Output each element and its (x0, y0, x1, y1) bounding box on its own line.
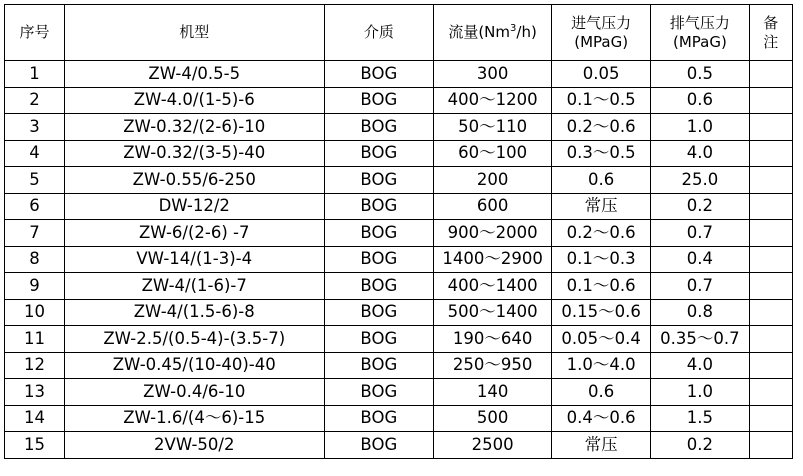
cell-flow: 300 (434, 61, 552, 88)
cell-remark (749, 273, 792, 300)
cell-inlet-pressure: 0.1～0.6 (552, 273, 651, 300)
cell-inlet-pressure: 0.1～0.3 (552, 246, 651, 273)
table-row (5, 140, 793, 167)
header-flow-unit: /h) (516, 23, 537, 41)
cell-medium: BOG (324, 220, 434, 247)
cell-no: 2 (5, 87, 65, 114)
header-inlet-unit: (MPaG) (574, 32, 629, 51)
cell-inlet-pressure: 常压 (552, 193, 651, 220)
cell-outlet-pressure: 0.2 (651, 432, 749, 459)
header-remark (749, 5, 792, 61)
header-outlet-unit: (MPaG) (672, 32, 727, 51)
cell-outlet-pressure: 25.0 (651, 167, 749, 194)
cell-flow: 60～100 (434, 140, 552, 167)
cell-inlet-pressure: 0.1～0.5 (552, 87, 651, 114)
header-remark-char1: 备 (763, 13, 779, 32)
cell-outlet-pressure: 1.0 (651, 114, 749, 141)
cell-outlet-pressure: 1.0 (651, 379, 749, 406)
cell-inlet-pressure: 0.05～0.4 (552, 326, 651, 353)
cell-flow: 500 (434, 405, 552, 432)
header-remark-char2: 注 (763, 32, 779, 51)
cell-medium: BOG (324, 114, 434, 141)
table-row (5, 273, 793, 300)
cell-flow: 900～2000 (434, 220, 552, 247)
cell-outlet-pressure: 0.8 (651, 299, 749, 326)
cell-no: 11 (5, 326, 65, 353)
table-row (5, 167, 793, 194)
cell-model: ZW-4/0.5-5 (64, 61, 324, 88)
cell-no: 5 (5, 167, 65, 194)
cell-model: ZW-0.45/(10-40)-40 (64, 352, 324, 379)
cell-flow: 50～110 (434, 114, 552, 141)
cell-inlet-pressure: 0.4～0.6 (552, 405, 651, 432)
cell-medium: BOG (324, 61, 434, 88)
cell-remark (749, 220, 792, 247)
cell-remark (749, 114, 792, 141)
cell-inlet-pressure: 0.15～0.6 (552, 299, 651, 326)
cell-flow: 600 (434, 193, 552, 220)
cell-outlet-pressure: 4.0 (651, 140, 749, 167)
cell-outlet-pressure: 1.5 (651, 405, 749, 432)
header-model: 机型 (64, 5, 324, 61)
cell-inlet-pressure: 0.2～0.6 (552, 220, 651, 247)
table-row (5, 193, 793, 220)
header-inlet-label: 进气压力 (571, 13, 632, 32)
cell-outlet-pressure: 0.5 (651, 61, 749, 88)
cell-medium: BOG (324, 432, 434, 459)
table-row (5, 326, 793, 353)
cell-medium: BOG (324, 193, 434, 220)
cell-remark (749, 87, 792, 114)
cell-remark (749, 352, 792, 379)
cell-no: 1 (5, 61, 65, 88)
cell-no: 8 (5, 246, 65, 273)
cell-inlet-pressure: 常压 (552, 432, 651, 459)
header-medium: 介质 (324, 5, 434, 61)
cell-medium: BOG (324, 87, 434, 114)
cell-model: ZW-1.6/(4～6)-15 (64, 405, 324, 432)
cell-outlet-pressure: 0.35～0.7 (651, 326, 749, 353)
cell-remark (749, 299, 792, 326)
cell-remark (749, 140, 792, 167)
cell-remark (749, 167, 792, 194)
cell-flow: 400～1200 (434, 87, 552, 114)
cell-medium: BOG (324, 246, 434, 273)
cell-flow: 200 (434, 167, 552, 194)
cell-model: ZW-6/(2-6) -7 (64, 220, 324, 247)
cell-model: ZW-0.32/(3-5)-40 (64, 140, 324, 167)
cell-inlet-pressure: 0.6 (552, 379, 651, 406)
table-row (5, 114, 793, 141)
cell-medium: BOG (324, 167, 434, 194)
header-flow-superscript: 3 (510, 23, 517, 34)
cell-medium: BOG (324, 273, 434, 300)
cell-outlet-pressure: 0.7 (651, 220, 749, 247)
cell-model: 2VW-50/2 (64, 432, 324, 459)
cell-inlet-pressure: 0.2～0.6 (552, 114, 651, 141)
cell-flow: 190～640 (434, 326, 552, 353)
header-flow-text: 流量(Nm (448, 23, 511, 41)
header-outlet-pressure (651, 5, 749, 61)
cell-flow: 140 (434, 379, 552, 406)
cell-medium: BOG (324, 405, 434, 432)
cell-remark (749, 379, 792, 406)
table-row (5, 405, 793, 432)
cell-inlet-pressure: 1.0～4.0 (552, 352, 651, 379)
cell-outlet-pressure: 0.7 (651, 273, 749, 300)
cell-flow: 2500 (434, 432, 552, 459)
cell-remark (749, 246, 792, 273)
cell-remark (749, 405, 792, 432)
cell-no: 14 (5, 405, 65, 432)
cell-model: ZW-0.4/6-10 (64, 379, 324, 406)
cell-no: 7 (5, 220, 65, 247)
cell-model: DW-12/2 (64, 193, 324, 220)
cell-no: 15 (5, 432, 65, 459)
cell-no: 6 (5, 193, 65, 220)
cell-model: ZW-4/(1-6)-7 (64, 273, 324, 300)
cell-medium: BOG (324, 352, 434, 379)
cell-medium: BOG (324, 326, 434, 353)
header-outlet-label: 排气压力 (669, 13, 730, 32)
cell-remark (749, 326, 792, 353)
cell-medium: BOG (324, 140, 434, 167)
cell-remark (749, 61, 792, 88)
cell-inlet-pressure: 0.05 (552, 61, 651, 88)
cell-model: ZW-0.55/6-250 (64, 167, 324, 194)
cell-flow: 500～1400 (434, 299, 552, 326)
cell-no: 10 (5, 299, 65, 326)
table-row (5, 87, 793, 114)
table-row (5, 299, 793, 326)
table-row (5, 61, 793, 88)
compressor-spec-table (4, 4, 793, 459)
cell-outlet-pressure: 4.0 (651, 352, 749, 379)
cell-model: ZW-4.0/(1-5)-6 (64, 87, 324, 114)
cell-model: ZW-0.32/(2-6)-10 (64, 114, 324, 141)
cell-outlet-pressure: 0.4 (651, 246, 749, 273)
header-inlet-pressure (552, 5, 651, 61)
cell-flow: 250～950 (434, 352, 552, 379)
cell-model: ZW-4/(1.5-6)-8 (64, 299, 324, 326)
cell-medium: BOG (324, 299, 434, 326)
cell-inlet-pressure: 0.3～0.5 (552, 140, 651, 167)
table-row (5, 432, 793, 459)
cell-no: 13 (5, 379, 65, 406)
table-row (5, 379, 793, 406)
cell-remark (749, 193, 792, 220)
table-row (5, 246, 793, 273)
cell-model: VW-14/(1-3)-4 (64, 246, 324, 273)
cell-no: 12 (5, 352, 65, 379)
table-header-row (5, 5, 793, 61)
table-row (5, 352, 793, 379)
cell-no: 3 (5, 114, 65, 141)
cell-flow: 400～1400 (434, 273, 552, 300)
cell-outlet-pressure: 0.6 (651, 87, 749, 114)
cell-no: 4 (5, 140, 65, 167)
cell-outlet-pressure: 0.2 (651, 193, 749, 220)
cell-no: 9 (5, 273, 65, 300)
cell-medium: BOG (324, 379, 434, 406)
cell-remark (749, 432, 792, 459)
header-flow (434, 5, 552, 61)
cell-flow: 1400～2900 (434, 246, 552, 273)
header-no: 序号 (5, 5, 65, 61)
cell-model: ZW-2.5/(0.5-4)-(3.5-7) (64, 326, 324, 353)
table-row (5, 220, 793, 247)
cell-inlet-pressure: 0.6 (552, 167, 651, 194)
